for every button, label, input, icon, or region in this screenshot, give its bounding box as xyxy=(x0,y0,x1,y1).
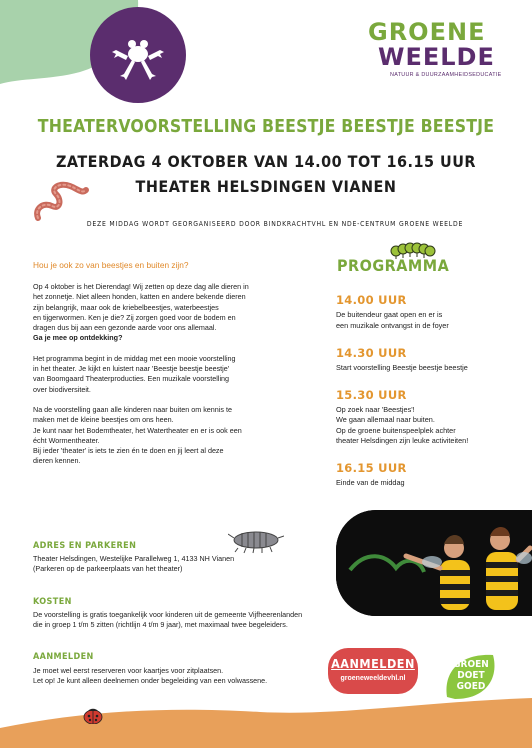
program-heading: PROGRAMMA xyxy=(337,256,450,275)
program-line: een muzikale ontvangst in de foyer xyxy=(336,320,449,330)
logo-line2: WEELDE xyxy=(378,43,495,71)
signup-body xyxy=(33,666,333,687)
address-heading: ADRES EN PARKEREN xyxy=(33,541,137,551)
badge-line1: GROEN xyxy=(453,659,489,670)
program-time: 14.00 UUR xyxy=(336,293,407,307)
intro-body xyxy=(33,282,323,467)
intro-line: het zonnetje. Niet alleen honden, katten en andere bekende dieren xyxy=(33,292,246,302)
program-line: Op de groene buitenspeelplek achter xyxy=(336,425,456,435)
intro-line: Het programma begint in de middag met een mooie voorstelling xyxy=(33,353,236,363)
intro-line: Op 4 oktober is het Dierendag! Wij zetten op deze dag alle dieren in xyxy=(33,282,249,291)
costs-line: De voorstelling is gratis toegankelijk voor kinderen uit de gemeente Vijfheerenlanden xyxy=(33,610,303,619)
program-line: theater Helsdingen zijn leuke activiteiten! xyxy=(336,436,469,445)
program-item xyxy=(336,293,516,331)
date-line: ZATERDAG 4 OKTOBER VAN 14.00 TOT 16.15 UUR xyxy=(55,152,477,171)
performance-photo xyxy=(336,510,532,616)
intro-line: Je kunt naar het Bodemtheater, het Watertheater en er is ook een xyxy=(33,425,242,435)
program-time: 15.30 UUR xyxy=(336,387,407,402)
intro-line: Bij ieder 'theater' is iets te zien én te doen en jij leert al deze xyxy=(33,446,224,456)
intro-line: maken met de kleine beestjes om ons heen. xyxy=(33,415,174,425)
program-line: Start voorstelling Beestje beestje beestje xyxy=(336,363,468,372)
intro-line: dieren kennen. xyxy=(33,456,81,466)
program-line: We gaan allemaal naar buiten. xyxy=(336,415,435,424)
logo xyxy=(368,20,508,78)
signup-line: Je moet wel eerst reserveren voor kaartjes voor zitplaatsen. xyxy=(33,666,224,675)
signup-line: Let op! Je kunt alleen deelnemen onder begeleiding van een volwassene. xyxy=(33,676,268,686)
intro-line: dragen dus bij aan een gezonde aarde voor ons allemaal. xyxy=(33,323,217,333)
intro-line: van Boomgaard Theaterproducties. Een muzikale voorstelling xyxy=(33,374,230,384)
signup-heading: AANMELDEN xyxy=(33,652,94,662)
intro-heading: Hou je ook zo van beestjes en buiten zijn? xyxy=(33,260,189,270)
venue-line: THEATER HELSDINGEN VIANEN xyxy=(135,177,397,196)
signup-badge-title[interactable]: AANMELDEN xyxy=(331,656,415,671)
signup-badge-url[interactable]: groeneweeldevhl.nl xyxy=(340,675,406,682)
frog-icon xyxy=(110,30,166,82)
program-time: 14.30 UUR xyxy=(336,346,407,360)
costs-line: die in groep 1 t/m 5 zitten (richtlijn 4 t/m 9 jaar), met maximaal twee begeleiders. xyxy=(33,620,288,630)
intro-line: en tijgerwormen. Ken je die? Zij zorgen goed voor de bodem en xyxy=(33,312,236,322)
program-item xyxy=(336,388,516,447)
logo-tagline: NATUUR & DUURZAAMHEIDSEDUCATIE xyxy=(390,72,502,78)
program-item xyxy=(336,346,516,374)
address-line: Theater Helsdingen, Westelijke Parallelweg 1, 4133 NH Vianen xyxy=(33,554,235,563)
program-item xyxy=(336,461,516,489)
woodlouse-icon xyxy=(228,528,284,554)
address-body xyxy=(33,554,333,575)
groen-doet-goed-badge xyxy=(441,651,501,703)
signup-badge[interactable] xyxy=(328,648,418,694)
sand-ground xyxy=(0,698,532,748)
logo-line1: GROENE xyxy=(368,18,486,46)
costs-body xyxy=(33,610,353,631)
address-line: (Parkeren op de parkeerplaats van het theater) xyxy=(33,564,183,574)
intro-line: zijn belangrijk, maar ook de kriebelbeestjes, waterbeestjes xyxy=(33,302,219,312)
intro-line: Na de voorstelling gaan alle kinderen naar buiten om kennis te xyxy=(33,404,232,414)
organizer-line: DEZE MIDDAG WORDT GEORGANISEERD DOOR BINDKRACHTVHL EN NDE-CENTRUM GROENE WEELDE xyxy=(86,220,464,228)
performers-illustration xyxy=(336,510,532,616)
costs-heading: KOSTEN xyxy=(33,597,72,607)
program-line: De buitendeur gaat open en er is xyxy=(336,310,443,319)
page-title: THEATERVOORSTELLING BEESTJE BEESTJE BEESTJE xyxy=(37,117,495,137)
program-line: Einde van de middag xyxy=(336,477,405,487)
badge-line2: DOET xyxy=(457,670,485,681)
badge-line3: GOED xyxy=(456,681,486,692)
intro-line: over biodiversiteit. xyxy=(33,384,91,394)
intro-line: in het theater. Je kijkt en luistert naar 'Beestje beestje beestje' xyxy=(33,364,230,374)
intro-line: écht Wormentheater. xyxy=(33,435,100,445)
earthworm-icon xyxy=(32,180,90,222)
ladybug-icon xyxy=(82,706,104,724)
program-line: Op zoek naar 'Beestjes'! xyxy=(336,404,415,414)
program-list xyxy=(336,293,516,488)
program-time: 16.15 UUR xyxy=(336,460,407,475)
intro-question: Ga je mee op ontdekking? xyxy=(33,333,123,343)
